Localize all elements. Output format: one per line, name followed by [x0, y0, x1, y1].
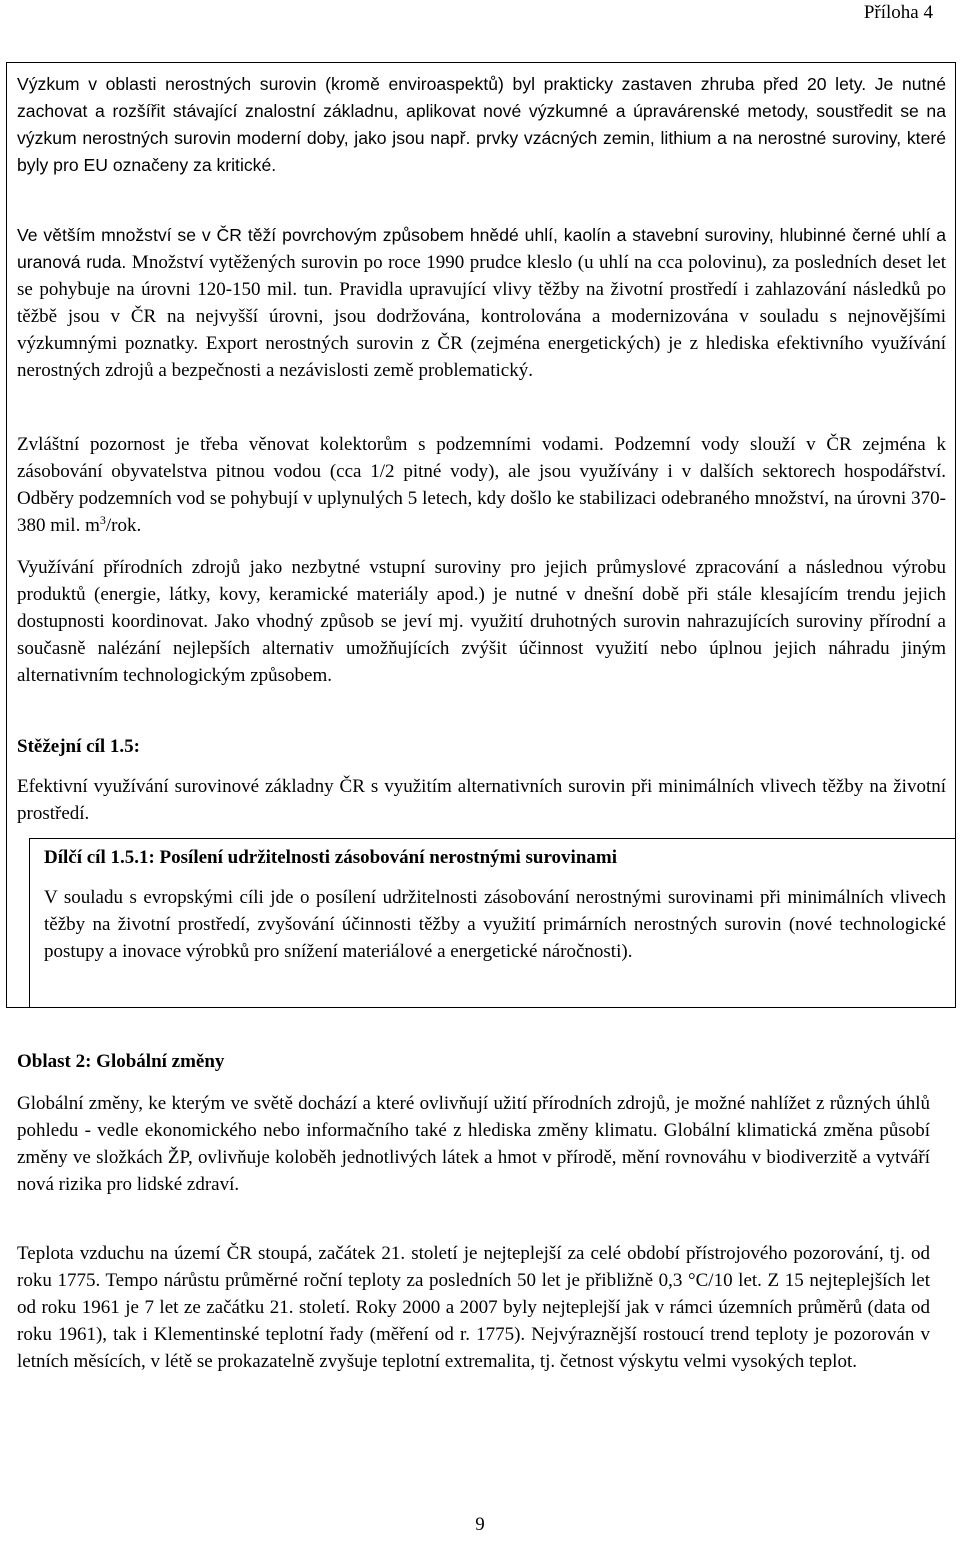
subgoal-heading: Dílčí cíl 1.5.1: Posílení udržitelnosti zásobování nerostnými surovinami	[44, 847, 618, 868]
groundwater-unit: /rok.	[105, 515, 142, 537]
box-paragraph-groundwater	[17, 431, 946, 539]
temperature-paragraph: Teplota vzduchu na území ČR stoupá, začátek 21. století je nejteplejší za celé období přístrojového pozorování, tj. od roku 1775. Tempo nárůstu průměrné roční teploty za posledních 50 let je přibližně 0,3 °C/10 let. Z 15 nejteplejších let od roku 1961 je 7 let ze začátku 21. století. Roky 2000 a 2007 byly nejteplejší jak v rámci územních průměrů (data od roku 1961), tak i Klementinské teplotní řady (měření od r. 1775). Nejvýraznější rostoucí trend teploty je pozorován v letních měsících, v létě se prokazatelně zvyšuje teplotní extremalita, tj. četnost výskytu velmi vysokých teplot.	[17, 1243, 930, 1373]
groundwater-superscript: 3	[99, 513, 106, 528]
box-paragraph-research: Výzkum v oblasti nerostných surovin (kromě enviroaspektů) byl prakticky zastaven zhruba před 20 lety. Je nutné zachovat a rozšířit stávající znalostní základnu, aplikovat nové výzkumné a úpravárenské metody, soustředit se na výzkum nerostných surovin moderní doby, jako jsou např. prvky vzácných zemin, lithium a na nerostné suroviny, které byly pro EU označeny za kritické.	[17, 74, 946, 176]
mining-sentence-sans: Ve větším množství se v ČR těží povrchovým způsobem hnědé uhlí, kaolín a stavební suroviny, hlubinné černé uhlí a uranová ruda.	[17, 225, 946, 273]
groundwater-text: Zvláštní pozornost je třeba věnovat kolektorům s podzemními vodami. Podzemní vody slouží v ČR zejména k zásobování obyvatelstva pitnou vodou (cca 1/2 pitné vody), ale jsou využívány i v dalších sektorech hospodářství. Odběry podzemních vod se pohybují v uplynulých 5 letech, kdy došlo ke stabilizaci odebraného množství, na úrovni 370-380 mil. m	[17, 434, 946, 537]
appendix-label: Příloha 4	[863, 2, 933, 23]
subgoal-text: V souladu s evropskými cíli jde o posílení udržitelnosti zásobování nerostnými surovinami při minimálních vlivech těžby na životní prostředí, zvyšování účinnosti těžby a využití primárních nerostných surovin (nové technologické postupy a inovace výrobků pro snížení materiálové a energetické náročnosti).	[44, 887, 946, 963]
box-paragraph-mining-cont	[17, 276, 946, 426]
global-changes-paragraph: Globální změny, ke kterým ve světě dochází a které ovlivňují užití přírodních zdrojů, je možné nahlížet z různých úhlů pohledu - vedle ekonomického nebo informačního také z hlediska změny klimatu. Globální klimatická změna působí změny ve složkách ŽP, ovlivňuje koloběh jednotlivých látek a hmot v přírodě, mění rovnováhu v biodiverzitě a vytváří nová rizika pro lidské zdraví.	[17, 1093, 930, 1196]
section-heading: Oblast 2: Globální změny	[17, 1051, 225, 1072]
page-number: 9	[475, 1514, 485, 1535]
goal-text: Efektivní využívání surovinové základny ČR s využitím alternativních surovin při minimálních vlivech těžby na životní prostředí.	[17, 776, 946, 825]
goal-heading: Stěžejní cíl 1.5:	[17, 736, 140, 757]
box-paragraph-resources: Využívání přírodních zdrojů jako nezbytné vstupní suroviny pro jejich průmyslové zpracování a následnou výrobu produktů (energie, látky, kovy, keramické materiály apod.) je nutné v dnešní době při stále klesajícím trendu jejich dostupnosti koordinovat. Jako vhodný způsob se jeví mj. využití druhotných surovin nahrazujících suroviny přírodní a současně nalézání nejlepších alternativ umožňujících zvýšit účinnost využití nebo úplnou jejich náhradu jiným alternativním technologickým způsobem.	[17, 557, 946, 687]
mining-sentence-serif: Množství vytěžených surovin po roce 1990 prudce kleslo (u uhlí na cca polovinu), za posledních deset let se pohybuje na úrovni 120-150 mil. tun. Pravidla upravující vlivy těžby na životní prostředí i zahlazování následků po těžbě jsou v ČR na nejvyšší úrovni, jsou dodržována, kontrolována a modernizována v souladu s nejnovějšími výzkumnými poznatky. Export nerostných surovin z ČR (zejména energetických) je z hlediska efektivního využívání nerostných zdrojů a bezpečnosti a nezávislosti země problematický.	[17, 252, 947, 382]
